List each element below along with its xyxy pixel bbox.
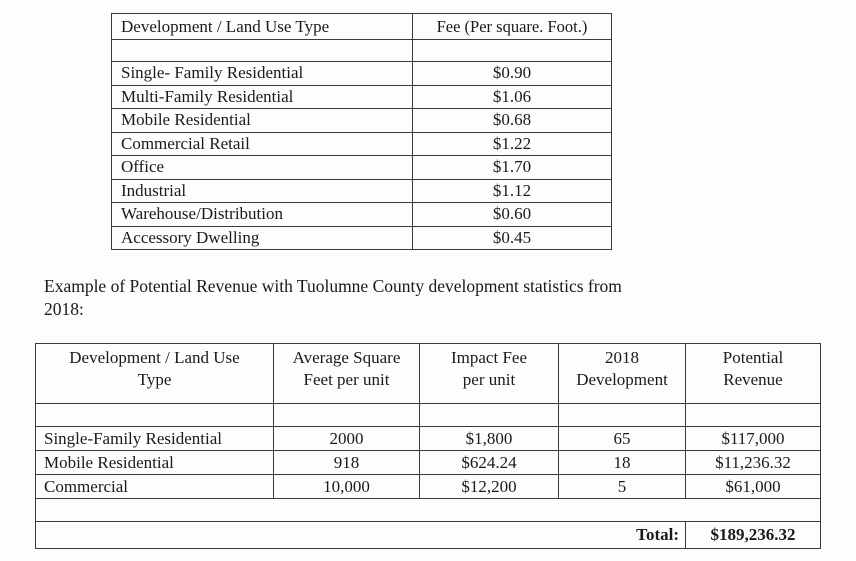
table-row — [36, 451, 821, 475]
avg-sqft: 2000 — [274, 427, 420, 451]
land-use-type: Warehouse/Distribution — [112, 203, 413, 227]
blank-row — [36, 404, 821, 427]
development-count: 5 — [559, 475, 686, 499]
fee-value: $1.70 — [413, 156, 612, 180]
revenue-table-header — [36, 344, 821, 404]
header-avg-sqft — [274, 344, 420, 404]
land-use-type: Industrial — [112, 179, 413, 203]
revenue-intro-paragraph — [44, 275, 724, 321]
land-use-type: Single- Family Residential — [112, 62, 413, 86]
fee-value: $0.68 — [413, 109, 612, 133]
blank-cell — [112, 40, 413, 62]
paragraph-line: Example of Potential Revenue with Tuolumne County development statistics from — [44, 276, 622, 296]
land-use-type: Commercial — [36, 475, 274, 499]
blank-row — [36, 499, 821, 522]
fee-value: $0.90 — [413, 62, 612, 86]
land-use-type: Mobile Residential — [36, 451, 274, 475]
avg-sqft: 918 — [274, 451, 420, 475]
land-use-type: Mobile Residential — [112, 109, 413, 133]
potential-revenue: $117,000 — [686, 427, 821, 451]
development-count: 65 — [559, 427, 686, 451]
blank-cell — [420, 404, 559, 427]
table-row — [112, 179, 612, 203]
fee-value: $1.22 — [413, 132, 612, 156]
blank-cell — [559, 404, 686, 427]
table-row — [112, 85, 612, 109]
land-use-type: Commercial Retail — [112, 132, 413, 156]
blank-cell — [36, 499, 821, 522]
table-row — [112, 109, 612, 133]
impact-fee: $1,800 — [420, 427, 559, 451]
header-fee: Fee (Per square. Foot.) — [413, 14, 612, 40]
impact-fee: $624.24 — [420, 451, 559, 475]
development-count: 18 — [559, 451, 686, 475]
fee-value: $0.60 — [413, 203, 612, 227]
table-row — [36, 427, 821, 451]
potential-revenue: $61,000 — [686, 475, 821, 499]
table-row — [112, 226, 612, 250]
blank-cell — [686, 404, 821, 427]
table-row — [112, 62, 612, 86]
fee-table-header — [112, 14, 612, 40]
land-use-type: Multi-Family Residential — [112, 85, 413, 109]
blank-cell — [413, 40, 612, 62]
header-line: Feet per unit — [303, 370, 390, 389]
header-line: Average Square — [292, 348, 401, 367]
header-potential-revenue — [686, 344, 821, 404]
total-value: $189,236.32 — [686, 522, 821, 549]
header-line: Development — [576, 370, 668, 389]
header-land-use-type — [36, 344, 274, 404]
table-row — [112, 132, 612, 156]
impact-fee: $12,200 — [420, 475, 559, 499]
total-label: Total: — [36, 522, 686, 549]
fee-table — [111, 13, 612, 250]
land-use-type: Office — [112, 156, 413, 180]
header-2018-development — [559, 344, 686, 404]
blank-cell — [36, 404, 274, 427]
avg-sqft: 10,000 — [274, 475, 420, 499]
fee-value: $0.45 — [413, 226, 612, 250]
blank-cell — [274, 404, 420, 427]
table-row — [36, 475, 821, 499]
header-land-use-type: Development / Land Use Type — [112, 14, 413, 40]
land-use-type: Accessory Dwelling — [112, 226, 413, 250]
header-impact-fee — [420, 344, 559, 404]
table-row — [112, 203, 612, 227]
revenue-table — [35, 343, 821, 549]
total-row — [36, 522, 821, 549]
potential-revenue: $11,236.32 — [686, 451, 821, 475]
blank-row — [112, 40, 612, 62]
land-use-type: Single-Family Residential — [36, 427, 274, 451]
table-row — [112, 156, 612, 180]
paragraph-line: 2018: — [44, 299, 84, 319]
header-line: Type — [137, 370, 172, 389]
header-line: Potential — [722, 348, 784, 367]
fee-value: $1.12 — [413, 179, 612, 203]
header-line: Revenue — [723, 370, 783, 389]
header-line: Development / Land Use — [69, 348, 240, 367]
header-line: per unit — [462, 370, 516, 389]
header-line: Impact Fee — [451, 348, 527, 367]
header-line: 2018 — [605, 348, 639, 367]
fee-value: $1.06 — [413, 85, 612, 109]
